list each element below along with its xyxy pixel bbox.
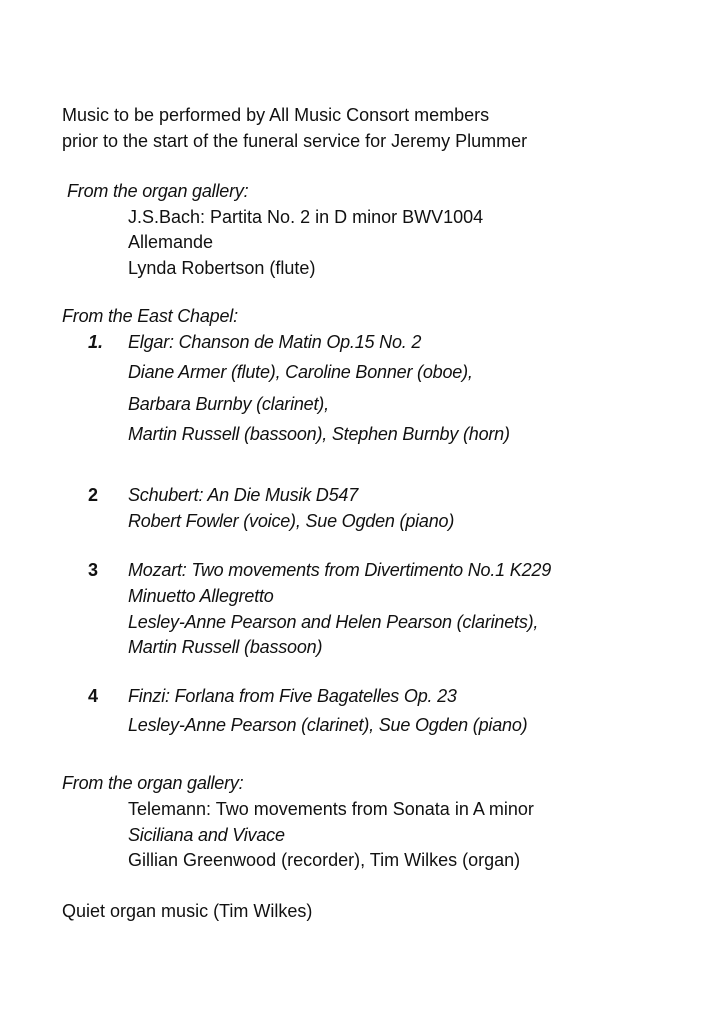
- item-number: 4: [88, 686, 99, 706]
- item-number: 1.: [88, 332, 104, 352]
- intro-line-1: Music to be performed by All Music Consort members: [62, 105, 490, 125]
- bach-movement: Allemande: [128, 232, 214, 252]
- item-piece: Mozart: Two movements from Divertimento No.1 K229: [128, 560, 552, 580]
- item-number: 2: [88, 485, 99, 505]
- item-performers: Diane Armer (flute), Caroline Bonner (oboe),: [128, 362, 473, 382]
- bach-performers: Lynda Robertson (flute): [128, 258, 316, 278]
- item-performers: Robert Fowler (voice), Sue Ogden (piano): [128, 511, 455, 531]
- item-performers: Martin Russell (bassoon), Stephen Burnby (horn): [128, 424, 510, 444]
- item-performers: Barbara Burnby (clarinet),: [128, 394, 329, 414]
- telemann-performers: Gillian Greenwood (recorder), Tim Wilkes (organ): [128, 850, 521, 870]
- telemann-piece: Telemann: Two movements from Sonata in A minor: [128, 799, 534, 819]
- item-performers: Lesley-Anne Pearson (clarinet), Sue Ogden (piano): [128, 715, 528, 735]
- item-piece: Finzi: Forlana from Five Bagatelles Op. 23: [128, 686, 457, 706]
- item-number: 3: [88, 560, 99, 580]
- organ-gallery-heading: From the organ gallery:: [67, 181, 249, 201]
- east-chapel-heading: From the East Chapel:: [62, 306, 238, 326]
- item-performers: Martin Russell (bassoon): [128, 637, 323, 657]
- organ-gallery-heading: From the organ gallery:: [62, 773, 244, 793]
- intro-line-2: prior to the start of the funeral service for Jeremy Plummer: [62, 131, 528, 151]
- item-performers: Lesley-Anne Pearson and Helen Pearson (clarinets),: [128, 612, 539, 632]
- item-piece: Schubert: An Die Musik D547: [128, 485, 359, 505]
- closing-line: Quiet organ music (Tim Wilkes): [62, 901, 313, 921]
- item-movement: Minuetto Allegretto: [128, 586, 274, 606]
- telemann-movement: Siciliana and Vivace: [128, 825, 285, 845]
- item-piece: Elgar: Chanson de Matin Op.15 No. 2: [128, 332, 422, 352]
- bach-piece: J.S.Bach: Partita No. 2 in D minor BWV1004: [128, 207, 484, 227]
